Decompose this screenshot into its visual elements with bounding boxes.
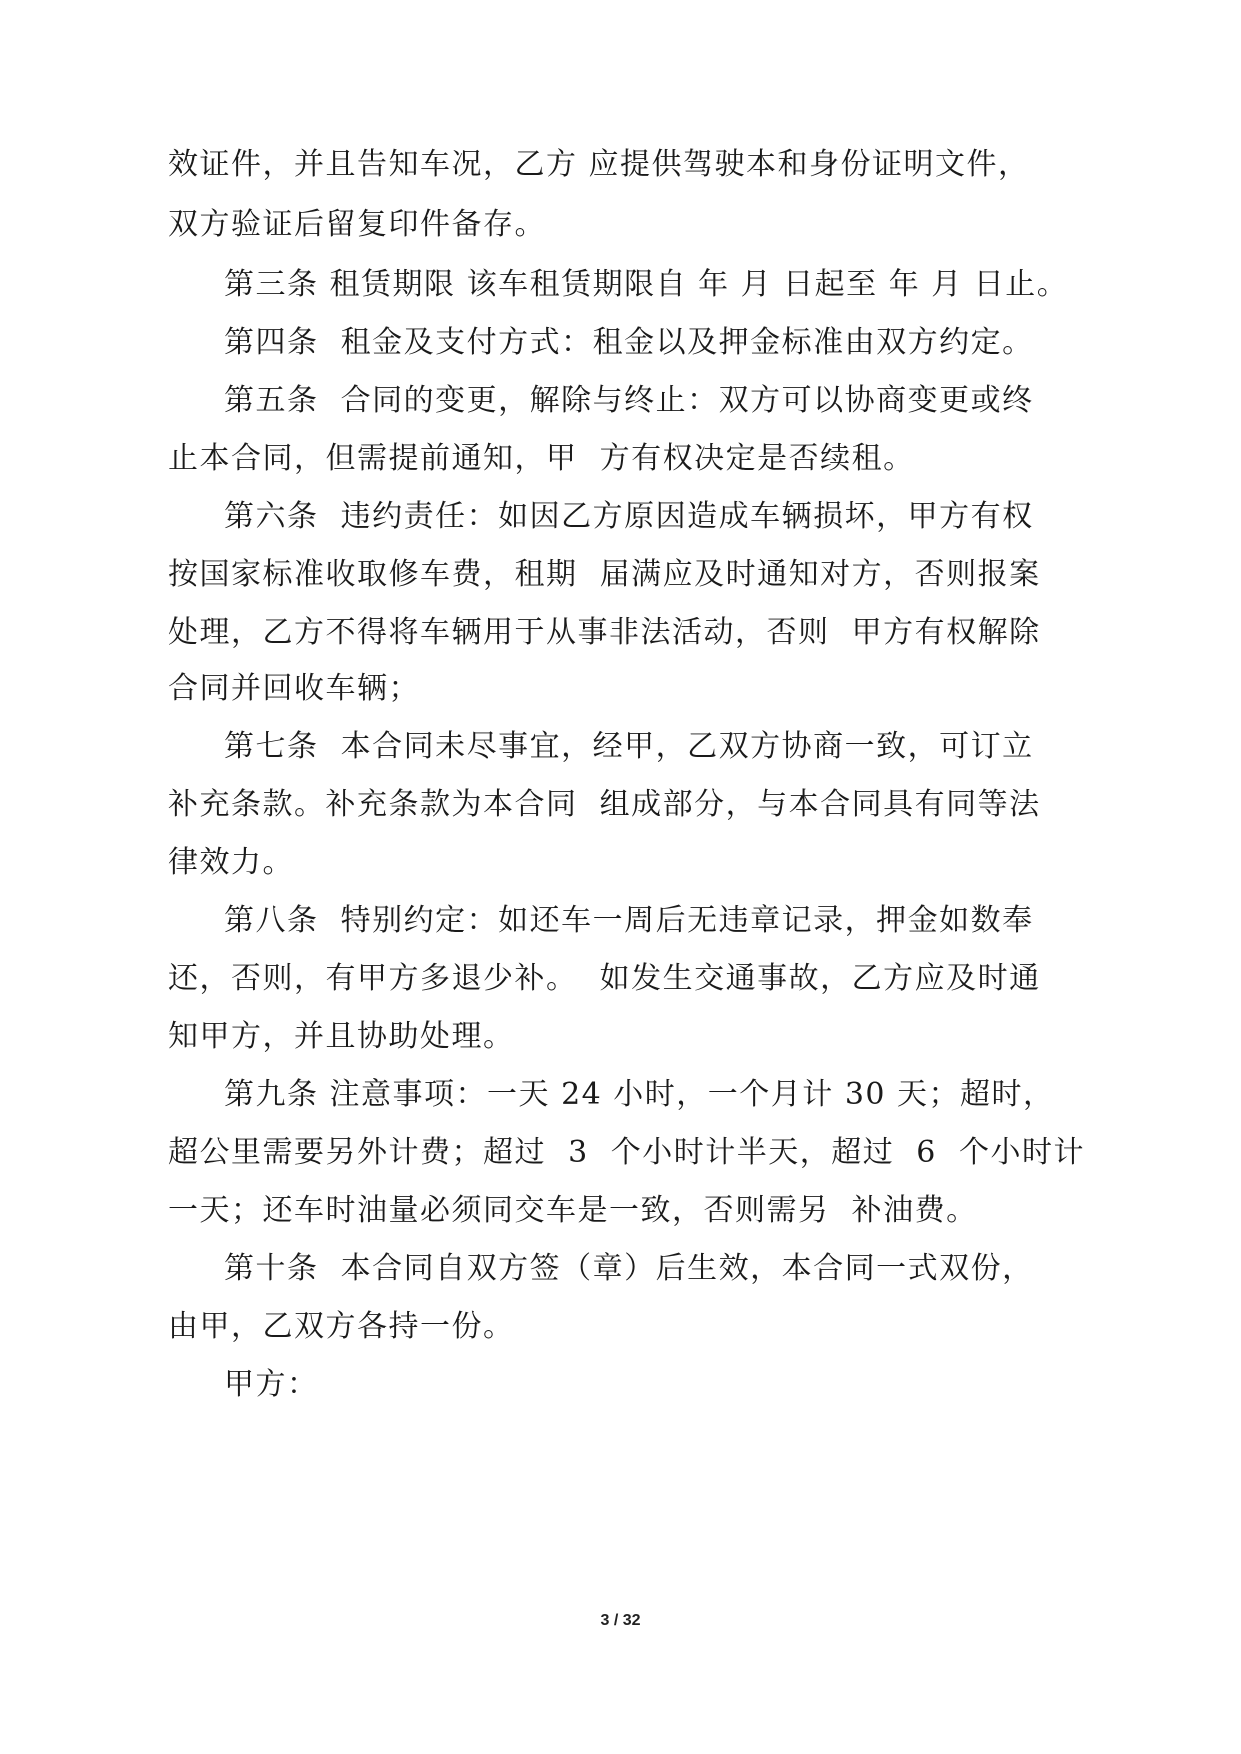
text-line: 第八条 特别约定：如还车一周后无违章记录，押金如数奉 <box>224 903 1034 938</box>
text-line: 超公里需要另外计费；超过 3 个小时计半天，超过 6 个小时计 <box>168 1135 1085 1170</box>
text-line: 止本合同，但需提前通知，甲 方有权决定是否续租。 <box>168 441 915 476</box>
text-line: 第九条 注意事项：一天 24 小时，一个月计 30 天；超时， <box>224 1077 1055 1112</box>
text-line: 一天；还车时油量必须同交车是一致，否则需另 补油费。 <box>168 1193 978 1228</box>
text-line: 律效力。 <box>168 845 294 880</box>
text-line: 第四条 租金及支付方式：租金以及押金标准由双方约定。 <box>224 325 1034 360</box>
text-line: 效证件，并且告知车况，乙方 应提供驾驶本和身份证明文件， <box>168 147 1030 182</box>
text-line: 第七条 本合同未尽事宜，经甲，乙双方协商一致，可订立 <box>224 729 1034 764</box>
text-line: 第五条 合同的变更，解除与终止：双方可以协商变更或终 <box>224 383 1034 418</box>
text-line: 还，否则，有甲方多退少补。 如发生交通事故，乙方应及时通 <box>168 961 1041 996</box>
text-line: 甲方： <box>224 1367 319 1402</box>
text-line: 按国家标准收取修车费，租期 届满应及时通知对方，否则报案 <box>168 557 1041 592</box>
text-line: 第六条 违约责任：如因乙方原因造成车辆损坏，甲方有权 <box>224 499 1034 534</box>
text-line: 由甲，乙双方各持一份。 <box>168 1309 515 1344</box>
text-line: 知甲方，并且协助处理。 <box>168 1019 515 1054</box>
text-line: 合同并回收车辆； <box>168 671 420 706</box>
page-number: 3 / 32 <box>600 1612 641 1629</box>
text-line: 第十条 本合同自双方签（章）后生效，本合同一式双份， <box>224 1251 1034 1286</box>
text-line: 双方验证后留复印件备存。 <box>168 207 546 242</box>
text-line: 第三条 租赁期限 该车租赁期限自 年 月 日起至 年 月 日止。 <box>224 267 1069 302</box>
text-line: 处理，乙方不得将车辆用于从事非法活动，否则 甲方有权解除 <box>168 615 1041 650</box>
text-line: 补充条款。补充条款为本合同 组成部分，与本合同具有同等法 <box>168 787 1041 822</box>
